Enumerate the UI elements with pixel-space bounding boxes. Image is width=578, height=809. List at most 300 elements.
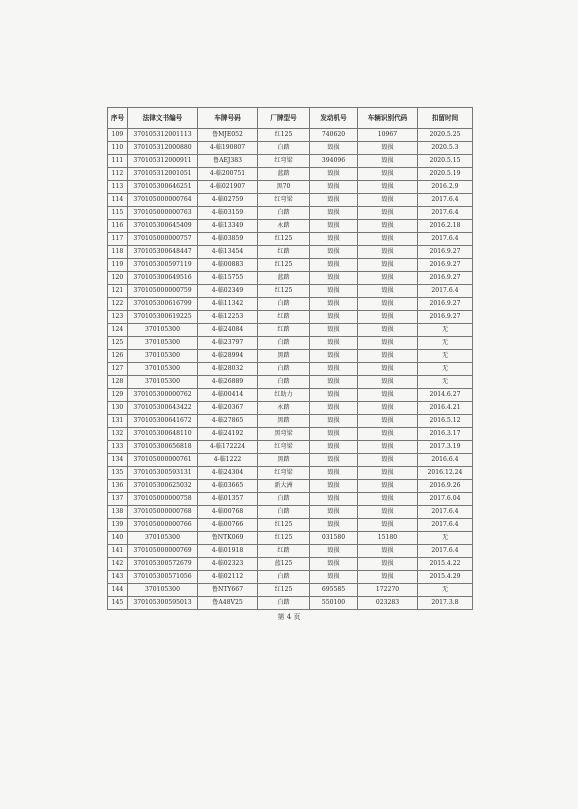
cell-plate-number: 4-临01357: [198, 493, 258, 506]
table-row: [108, 220, 473, 233]
cell-brand-model: 黑踏: [258, 415, 310, 428]
cell-engine-number: 毁损: [310, 402, 358, 415]
cell-vin: 毁损: [358, 558, 418, 571]
table-row: [108, 142, 473, 155]
table-row: [108, 207, 473, 220]
cell-plate-number: 4-临190807: [198, 142, 258, 155]
cell-plate-number: 4-临28994: [198, 350, 258, 363]
table-row: [108, 272, 473, 285]
cell-engine-number: 毁损: [310, 168, 358, 181]
cell-plate-number: 4-临01918: [198, 545, 258, 558]
cell-vin: 毁损: [358, 454, 418, 467]
header-plate-number: 车牌号码: [198, 108, 258, 129]
table-row: [108, 454, 473, 467]
table-row: [108, 402, 473, 415]
cell-document-number: 370105300: [128, 324, 198, 337]
cell-vin: 15180: [358, 532, 418, 545]
cell-engine-number: 毁损: [310, 558, 358, 571]
cell-plate-number: 4-临172224: [198, 441, 258, 454]
cell-serial: 112: [108, 168, 128, 181]
cell-brand-model: 白踏: [258, 506, 310, 519]
cell-serial: 145: [108, 597, 128, 610]
cell-serial: 142: [108, 558, 128, 571]
cell-brand-model: 新大洲: [258, 480, 310, 493]
cell-engine-number: 毁损: [310, 324, 358, 337]
cell-serial: 118: [108, 246, 128, 259]
cell-engine-number: 毁损: [310, 311, 358, 324]
table-row: [108, 584, 473, 597]
table-row: [108, 168, 473, 181]
cell-plate-number: 4-临11342: [198, 298, 258, 311]
cell-brand-model: 黑踏: [258, 454, 310, 467]
cell-vin: 毁损: [358, 324, 418, 337]
cell-engine-number: 毁损: [310, 415, 358, 428]
cell-engine-number: 毁损: [310, 571, 358, 584]
table-row: [108, 246, 473, 259]
cell-document-number: 370105300625032: [128, 480, 198, 493]
cell-serial: 137: [108, 493, 128, 506]
table-row: [108, 181, 473, 194]
table-row: [108, 415, 473, 428]
cell-serial: 126: [108, 350, 128, 363]
cell-engine-number: 毁损: [310, 220, 358, 233]
cell-engine-number: 毁损: [310, 259, 358, 272]
cell-engine-number: 550100: [310, 597, 358, 610]
cell-plate-number: 鲁NTK069: [198, 532, 258, 545]
cell-brand-model: 蓝踏: [258, 272, 310, 285]
table-row: [108, 571, 473, 584]
table-row: [108, 285, 473, 298]
cell-plate-number: 鲁A48V25: [198, 597, 258, 610]
cell-document-number: 370105312000880: [128, 142, 198, 155]
cell-vin: 毁损: [358, 168, 418, 181]
cell-engine-number: 毁损: [310, 298, 358, 311]
cell-plate-number: 4-临02759: [198, 194, 258, 207]
cell-detained-date: 2017.6.4: [418, 194, 473, 207]
cell-detained-date: 无: [418, 532, 473, 545]
table-row: [108, 194, 473, 207]
table-row: [108, 298, 473, 311]
header-brand-model: 厂牌型号: [258, 108, 310, 129]
cell-plate-number: 4-临24304: [198, 467, 258, 480]
cell-serial: 117: [108, 233, 128, 246]
cell-plate-number: 4-临27865: [198, 415, 258, 428]
cell-serial: 125: [108, 337, 128, 350]
cell-plate-number: 4-临03665: [198, 480, 258, 493]
cell-serial: 115: [108, 207, 128, 220]
cell-brand-model: 红踏: [258, 324, 310, 337]
cell-detained-date: 2017.6.4: [418, 233, 473, 246]
cell-plate-number: 鲁AEJ383: [198, 155, 258, 168]
cell-document-number: 370105300595013: [128, 597, 198, 610]
cell-document-number: 370105300645409: [128, 220, 198, 233]
cell-engine-number: 毁损: [310, 545, 358, 558]
cell-engine-number: 毁损: [310, 181, 358, 194]
cell-serial: 135: [108, 467, 128, 480]
cell-document-number: 370105000000757: [128, 233, 198, 246]
table-row: [108, 311, 473, 324]
cell-detained-date: 2017.3.19: [418, 441, 473, 454]
table-row: [108, 324, 473, 337]
cell-engine-number: 毁损: [310, 506, 358, 519]
cell-detained-date: 2016.9.26: [418, 480, 473, 493]
cell-detained-date: 无: [418, 376, 473, 389]
cell-plate-number: 4-临20367: [198, 402, 258, 415]
cell-document-number: 370105300619225: [128, 311, 198, 324]
cell-brand-model: 红125: [258, 584, 310, 597]
cell-brand-model: 黑踏: [258, 350, 310, 363]
cell-brand-model: 红125: [258, 233, 310, 246]
cell-detained-date: 2016.9.27: [418, 298, 473, 311]
cell-vin: 10967: [358, 129, 418, 142]
table-row: [108, 363, 473, 376]
cell-brand-model: 白踏: [258, 571, 310, 584]
cell-vin: 毁损: [358, 389, 418, 402]
cell-document-number: 370105300656818: [128, 441, 198, 454]
header-vin: 车辆识别代码: [358, 108, 418, 129]
cell-brand-model: 红踏: [258, 311, 310, 324]
cell-detained-date: 2016.9.27: [418, 311, 473, 324]
cell-engine-number: 毁损: [310, 389, 358, 402]
cell-vin: 毁损: [358, 350, 418, 363]
cell-detained-date: 2020.5.3: [418, 142, 473, 155]
cell-serial: 116: [108, 220, 128, 233]
cell-vin: 毁损: [358, 493, 418, 506]
cell-detained-date: 无: [418, 324, 473, 337]
cell-detained-date: 2017.6.04: [418, 493, 473, 506]
cell-vin: 毁损: [358, 194, 418, 207]
cell-engine-number: 毁损: [310, 285, 358, 298]
table-row: [108, 389, 473, 402]
cell-brand-model: 白踏: [258, 142, 310, 155]
cell-document-number: 370105300571056: [128, 571, 198, 584]
cell-serial: 119: [108, 259, 128, 272]
cell-engine-number: 394096: [310, 155, 358, 168]
cell-engine-number: 毁损: [310, 480, 358, 493]
detained-vehicle-table: [107, 107, 473, 610]
cell-document-number: 370105300648110: [128, 428, 198, 441]
cell-document-number: 370105300: [128, 350, 198, 363]
cell-engine-number: 毁损: [310, 428, 358, 441]
cell-engine-number: 毁损: [310, 233, 358, 246]
cell-engine-number: 毁损: [310, 467, 358, 480]
table-row: [108, 519, 473, 532]
cell-vin: 毁损: [358, 181, 418, 194]
table-row: [108, 532, 473, 545]
cell-detained-date: 2017.6.4: [418, 207, 473, 220]
cell-document-number: 370105300616799: [128, 298, 198, 311]
cell-vin: 毁损: [358, 246, 418, 259]
cell-vin: 毁损: [358, 155, 418, 168]
table-row: [108, 129, 473, 142]
cell-detained-date: 2020.5.15: [418, 155, 473, 168]
table-row: [108, 493, 473, 506]
header-document-number: 法律文书编号: [128, 108, 198, 129]
cell-vin: 毁损: [358, 506, 418, 519]
cell-brand-model: 白踏: [258, 493, 310, 506]
cell-vin: 毁损: [358, 441, 418, 454]
cell-serial: 141: [108, 545, 128, 558]
cell-serial: 136: [108, 480, 128, 493]
cell-brand-model: 黑70: [258, 181, 310, 194]
cell-serial: 130: [108, 402, 128, 415]
cell-plate-number: 4-临24084: [198, 324, 258, 337]
table-body: [108, 129, 473, 610]
cell-serial: 131: [108, 415, 128, 428]
cell-plate-number: 4-临03859: [198, 233, 258, 246]
table-row: [108, 597, 473, 610]
cell-vin: 毁损: [358, 428, 418, 441]
cell-vin: 毁损: [358, 467, 418, 480]
cell-detained-date: 无: [418, 337, 473, 350]
cell-detained-date: 2020.5.25: [418, 129, 473, 142]
cell-detained-date: 无: [418, 350, 473, 363]
cell-serial: 133: [108, 441, 128, 454]
cell-serial: 134: [108, 454, 128, 467]
cell-document-number: 370105000000764: [128, 194, 198, 207]
cell-serial: 139: [108, 519, 128, 532]
cell-detained-date: 2016.12.24: [418, 467, 473, 480]
cell-plate-number: 4-临02112: [198, 571, 258, 584]
cell-brand-model: 红125: [258, 129, 310, 142]
cell-brand-model: 红弯梁: [258, 467, 310, 480]
cell-brand-model: 红125: [258, 259, 310, 272]
cell-engine-number: 毁损: [310, 441, 358, 454]
header-serial: 序号: [108, 108, 128, 129]
cell-document-number: 370105300649516: [128, 272, 198, 285]
cell-detained-date: 2016.2.9: [418, 181, 473, 194]
cell-brand-model: 红弯梁: [258, 441, 310, 454]
cell-document-number: 370105312000911: [128, 155, 198, 168]
cell-brand-model: 白踏: [258, 298, 310, 311]
cell-brand-model: 红弯梁: [258, 155, 310, 168]
cell-document-number: 370105300: [128, 584, 198, 597]
cell-vin: 毁损: [358, 545, 418, 558]
cell-serial: 128: [108, 376, 128, 389]
table-row: [108, 506, 473, 519]
cell-document-number: 370105300000762: [128, 389, 198, 402]
cell-detained-date: 无: [418, 363, 473, 376]
cell-engine-number: 740620: [310, 129, 358, 142]
cell-plate-number: 4-临00414: [198, 389, 258, 402]
cell-detained-date: 2020.5.19: [418, 168, 473, 181]
cell-brand-model: 红弯梁: [258, 194, 310, 207]
cell-document-number: 370105312001051: [128, 168, 198, 181]
cell-vin: 023283: [358, 597, 418, 610]
cell-document-number: 370105300: [128, 337, 198, 350]
cell-plate-number: 鲁MJE052: [198, 129, 258, 142]
cell-brand-model: 白踏: [258, 337, 310, 350]
cell-detained-date: 2016.5.12: [418, 415, 473, 428]
cell-plate-number: 4-临24192: [198, 428, 258, 441]
cell-vin: 毁损: [358, 480, 418, 493]
table-row: [108, 558, 473, 571]
cell-brand-model: 红125: [258, 519, 310, 532]
cell-engine-number: 毁损: [310, 194, 358, 207]
cell-document-number: 370105000000761: [128, 454, 198, 467]
cell-vin: 毁损: [358, 571, 418, 584]
cell-plate-number: 4-临13454: [198, 246, 258, 259]
cell-brand-model: 黑弯梁: [258, 428, 310, 441]
table-header-row: [108, 108, 473, 129]
cell-serial: 143: [108, 571, 128, 584]
cell-document-number: 370105000000758: [128, 493, 198, 506]
table-row: [108, 480, 473, 493]
cell-serial: 114: [108, 194, 128, 207]
cell-detained-date: 2016.9.27: [418, 272, 473, 285]
cell-detained-date: 2016.4.21: [418, 402, 473, 415]
cell-document-number: 370105300572679: [128, 558, 198, 571]
cell-document-number: 370105300646251: [128, 181, 198, 194]
cell-plate-number: 4-临02349: [198, 285, 258, 298]
cell-document-number: 370105300648447: [128, 246, 198, 259]
cell-engine-number: 毁损: [310, 493, 358, 506]
cell-plate-number: 鲁NTY667: [198, 584, 258, 597]
cell-serial: 110: [108, 142, 128, 155]
cell-detained-date: 2015.4.22: [418, 558, 473, 571]
cell-engine-number: 毁损: [310, 519, 358, 532]
cell-serial: 132: [108, 428, 128, 441]
cell-serial: 127: [108, 363, 128, 376]
cell-document-number: 370105300: [128, 532, 198, 545]
cell-vin: 毁损: [358, 337, 418, 350]
cell-serial: 123: [108, 311, 128, 324]
cell-plate-number: 4-临00768: [198, 506, 258, 519]
cell-plate-number: 4-临23797: [198, 337, 258, 350]
cell-brand-model: 红踏: [258, 545, 310, 558]
cell-engine-number: 毁损: [310, 142, 358, 155]
cell-detained-date: 2017.3.8: [418, 597, 473, 610]
cell-brand-model: 红踏: [258, 246, 310, 259]
header-detained-date: 扣留时间: [418, 108, 473, 129]
cell-vin: 毁损: [358, 142, 418, 155]
cell-vin: 毁损: [358, 363, 418, 376]
cell-vin: 毁损: [358, 311, 418, 324]
table-row: [108, 337, 473, 350]
cell-document-number: 370105000000763: [128, 207, 198, 220]
table-row: [108, 467, 473, 480]
cell-detained-date: 2017.6.4: [418, 285, 473, 298]
cell-document-number: 370105000000759: [128, 285, 198, 298]
header-engine-number: 发动机号: [310, 108, 358, 129]
cell-vin: 毁损: [358, 415, 418, 428]
cell-serial: 121: [108, 285, 128, 298]
cell-plate-number: 4-临13349: [198, 220, 258, 233]
table-row: [108, 545, 473, 558]
cell-brand-model: 蓝125: [258, 558, 310, 571]
cell-serial: 129: [108, 389, 128, 402]
cell-vin: 毁损: [358, 402, 418, 415]
table-row: [108, 376, 473, 389]
cell-vin: 毁损: [358, 376, 418, 389]
table-row: [108, 441, 473, 454]
cell-document-number: 370105312001113: [128, 129, 198, 142]
cell-engine-number: 毁损: [310, 272, 358, 285]
cell-document-number: 370105300: [128, 363, 198, 376]
table-row: [108, 155, 473, 168]
cell-plate-number: 4-临15755: [198, 272, 258, 285]
cell-brand-model: 永踏: [258, 402, 310, 415]
cell-serial: 144: [108, 584, 128, 597]
cell-engine-number: 毁损: [310, 207, 358, 220]
cell-plate-number: 4-临021907: [198, 181, 258, 194]
cell-detained-date: 2015.4.29: [418, 571, 473, 584]
cell-plate-number: 4-临26889: [198, 376, 258, 389]
cell-document-number: 370105000000769: [128, 545, 198, 558]
table-row: [108, 350, 473, 363]
cell-vin: 毁损: [358, 233, 418, 246]
cell-brand-model: 红125: [258, 532, 310, 545]
cell-plate-number: 4-临12253: [198, 311, 258, 324]
cell-brand-model: 红125: [258, 285, 310, 298]
cell-brand-model: 白踏: [258, 363, 310, 376]
cell-detained-date: 2016.9.27: [418, 246, 473, 259]
cell-document-number: 370105300643422: [128, 402, 198, 415]
cell-brand-model: 白踏: [258, 597, 310, 610]
cell-plate-number: 4-临1222: [198, 454, 258, 467]
table-row: [108, 233, 473, 246]
cell-detained-date: 2016.3.17: [418, 428, 473, 441]
cell-engine-number: 毁损: [310, 454, 358, 467]
cell-plate-number: 4-临02323: [198, 558, 258, 571]
cell-serial: 111: [108, 155, 128, 168]
cell-detained-date: 2017.6.4: [418, 506, 473, 519]
cell-document-number: 370105300593131: [128, 467, 198, 480]
cell-vin: 毁损: [358, 285, 418, 298]
cell-detained-date: 2017.6.4: [418, 545, 473, 558]
cell-brand-model: 白踏: [258, 376, 310, 389]
cell-engine-number: 695585: [310, 584, 358, 597]
cell-engine-number: 毁损: [310, 363, 358, 376]
cell-document-number: 370105000000766: [128, 519, 198, 532]
cell-serial: 138: [108, 506, 128, 519]
cell-vin: 172270: [358, 584, 418, 597]
cell-vin: 毁损: [358, 259, 418, 272]
cell-brand-model: 永踏: [258, 220, 310, 233]
cell-serial: 120: [108, 272, 128, 285]
cell-vin: 毁损: [358, 272, 418, 285]
cell-engine-number: 毁损: [310, 350, 358, 363]
cell-detained-date: 2016.6.4: [418, 454, 473, 467]
cell-vin: 毁损: [358, 519, 418, 532]
cell-serial: 124: [108, 324, 128, 337]
cell-detained-date: 无: [418, 584, 473, 597]
cell-document-number: 370105000000768: [128, 506, 198, 519]
cell-plate-number: 4-临00883: [198, 259, 258, 272]
cell-serial: 109: [108, 129, 128, 142]
table-row: [108, 259, 473, 272]
cell-brand-model: 白踏: [258, 207, 310, 220]
cell-detained-date: 2016.9.27: [418, 259, 473, 272]
cell-engine-number: 031580: [310, 532, 358, 545]
cell-detained-date: 2016.2.18: [418, 220, 473, 233]
cell-engine-number: 毁损: [310, 376, 358, 389]
cell-brand-model: 红助力: [258, 389, 310, 402]
cell-engine-number: 毁损: [310, 246, 358, 259]
cell-detained-date: 2014.6.27: [418, 389, 473, 402]
cell-detained-date: 2017.6.4: [418, 519, 473, 532]
cell-engine-number: 毁损: [310, 337, 358, 350]
page-number: 第 4 页: [277, 613, 301, 621]
cell-serial: 113: [108, 181, 128, 194]
cell-serial: 140: [108, 532, 128, 545]
cell-document-number: 370105300641672: [128, 415, 198, 428]
cell-serial: 122: [108, 298, 128, 311]
cell-document-number: 370105300597119: [128, 259, 198, 272]
cell-plate-number: 4-临28032: [198, 363, 258, 376]
cell-plate-number: 4-临03159: [198, 207, 258, 220]
cell-brand-model: 蓝踏: [258, 168, 310, 181]
